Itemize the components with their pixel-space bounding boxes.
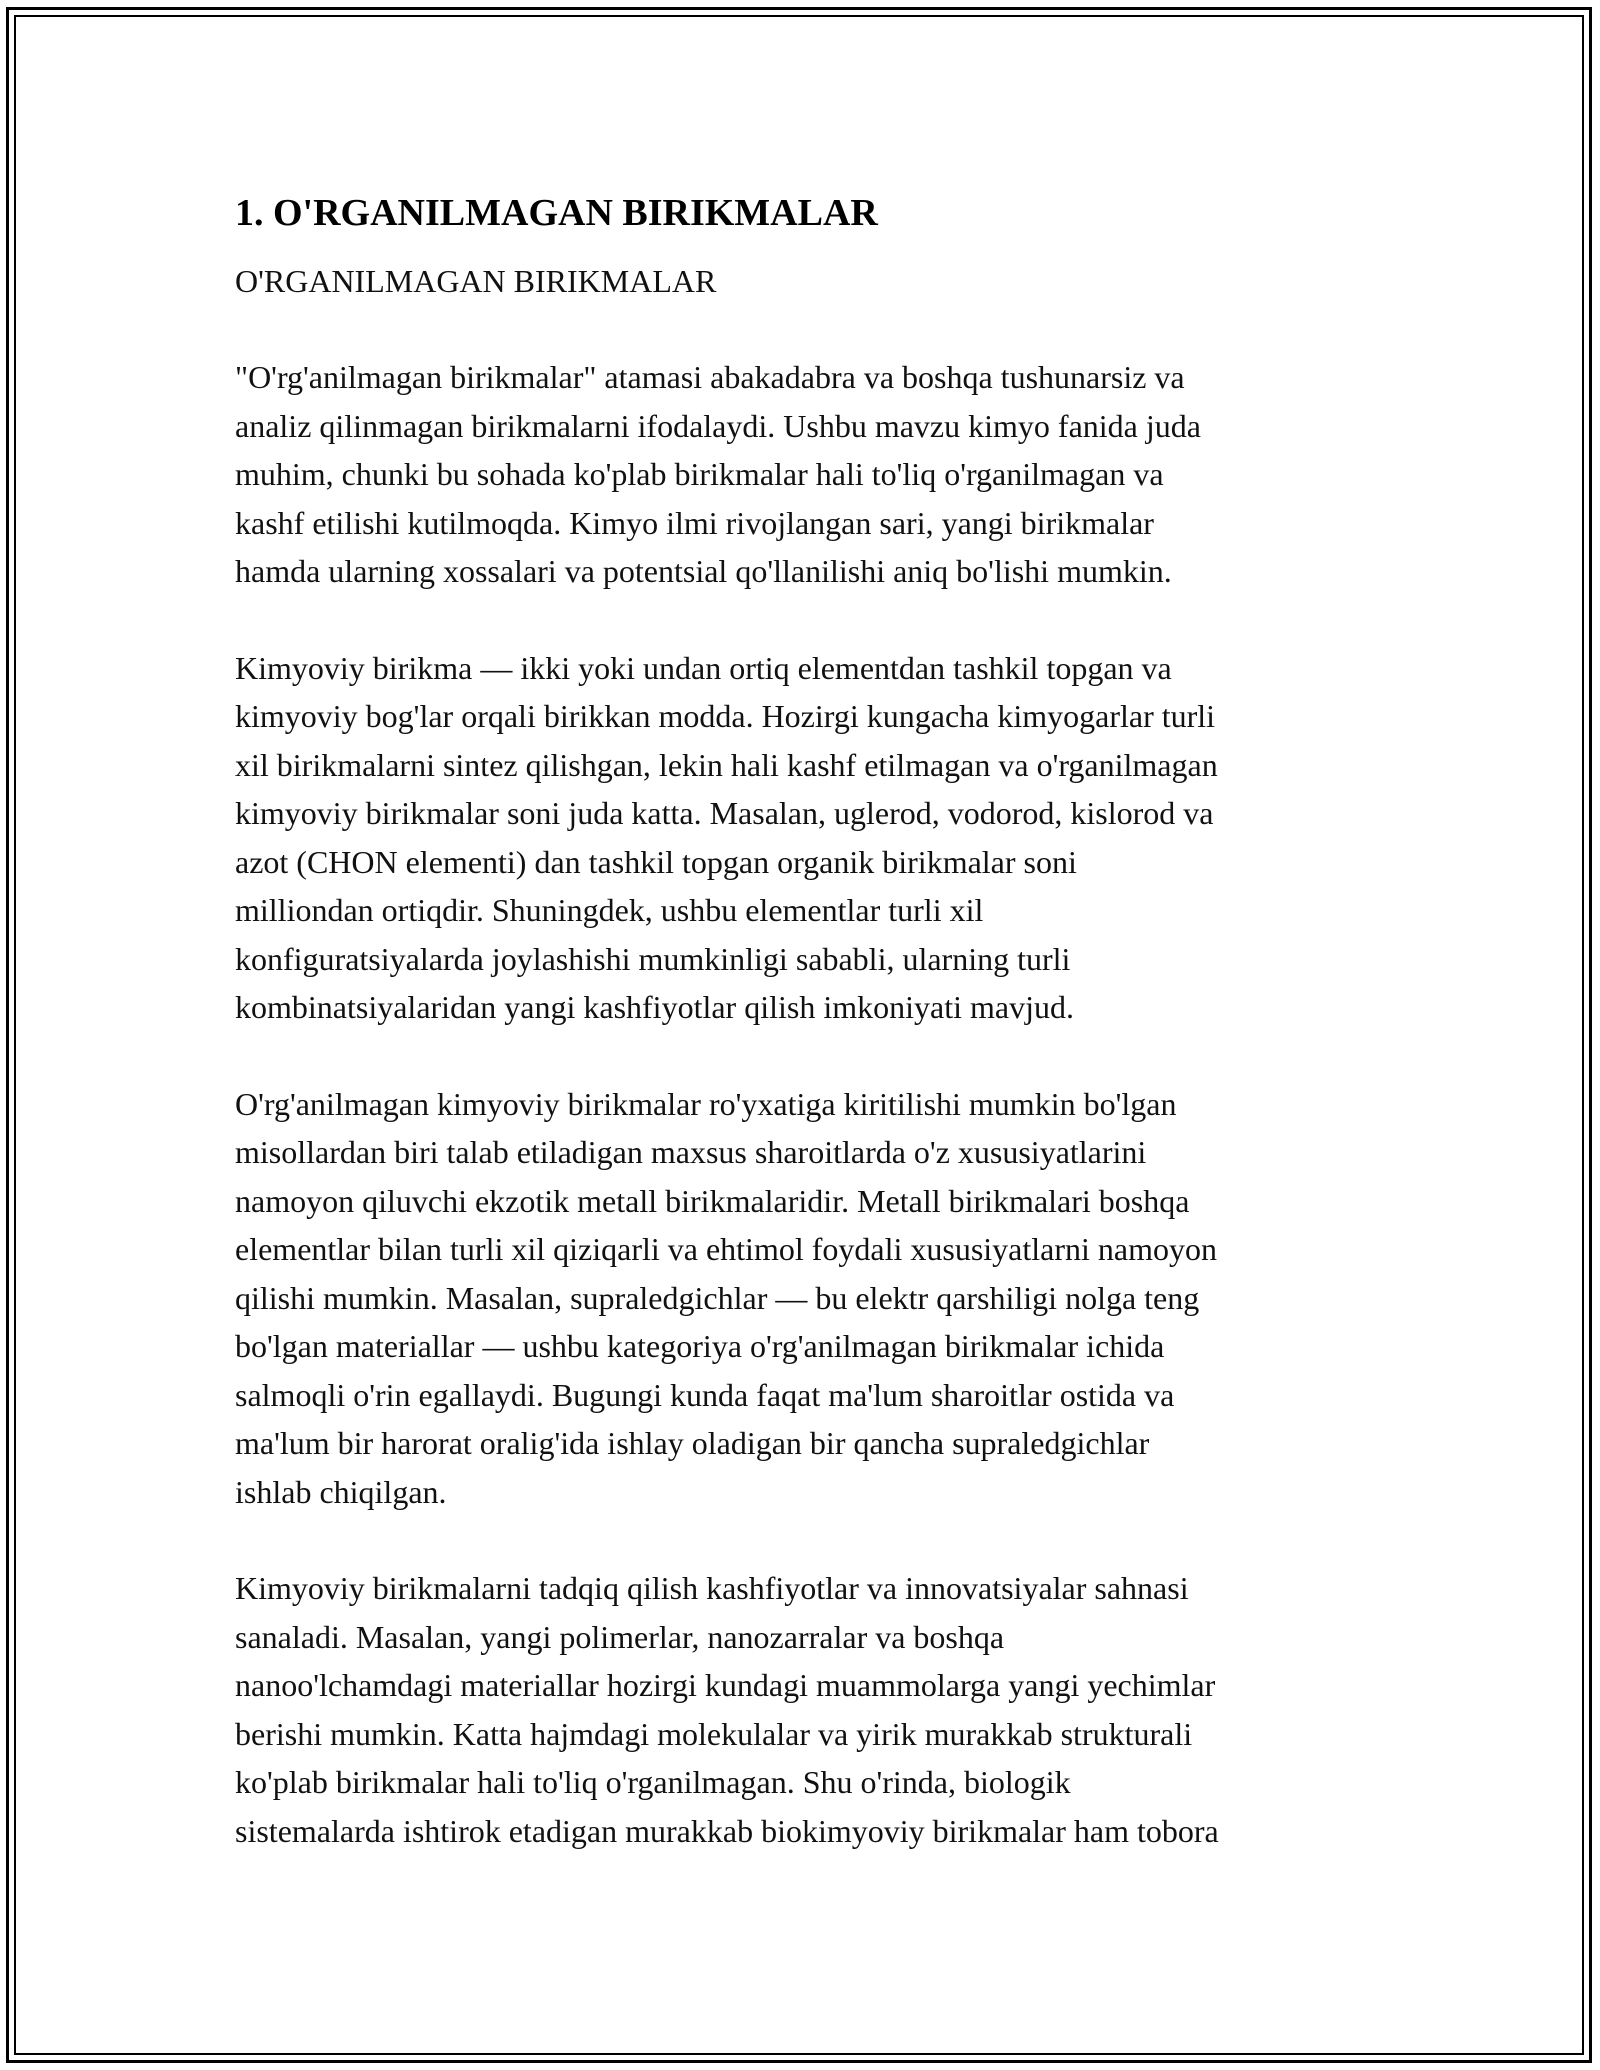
paragraph-line: elementlar bilan turli xil qiziqarli va ehtimol foydali xususiyatlarni namoyon <box>235 1231 1217 1267</box>
paragraph-line: Kimyoviy birikmalarni tadqiq qilish kashfiyotlar va innovatsiyalar sahnasi <box>235 1570 1189 1606</box>
paragraph-line: "O'rg'anilmagan birikmalar" atamasi abakadabra va boshqa tushunarsiz va <box>235 359 1185 395</box>
paragraph-line: salmoqli o'rin egallaydi. Bugungi kunda faqat ma'lum sharoitlar ostida va <box>235 1376 1175 1413</box>
paragraph-4 <box>235 1564 1385 1855</box>
paragraph-line: kimyoviy birikmalar soni juda katta. Masalan, uglerod, vodorod, kislorod va <box>235 795 1214 831</box>
paragraph-line: azot (CHON elementi) dan tashkil topgan organik birikmalar soni <box>235 843 1077 880</box>
paragraph-line: muhim, chunki bu sohada ko'plab birikmalar hali to'liq o'rganilmagan va <box>235 456 1164 492</box>
paragraph-line: xil birikmalarni sintez qilishgan, lekin hali kashf etilmagan va o'rganilmagan <box>235 746 1218 783</box>
paragraph-line: Kimyoviy birikma — ikki yoki undan ortiq elementdan tashkil topgan va <box>235 649 1172 686</box>
document-body <box>235 187 1385 1855</box>
section-subtitle: O'RGANILMAGAN BIRIKMALAR <box>235 263 717 299</box>
paragraph-line: kombinatsiyalaridan yangi kashfiyotlar qilish imkoniyati mavjud. <box>235 989 1074 1025</box>
paragraph-line: bo'lgan materiallar — ushbu kategoriya o'rg'anilmagan birikmalar ichida <box>235 1328 1165 1364</box>
paragraph-line: kimyoviy bog'lar orqali birikkan modda. Hozirgi kungacha kimyogarlar turli <box>235 698 1216 734</box>
paragraph-line: konfiguratsiyalarda joylashishi mumkinligi sababli, ularning turli <box>235 940 1071 977</box>
paragraph-line: namoyon qiluvchi ekzotik metall birikmalaridir. Metall birikmalari boshqa <box>235 1182 1190 1219</box>
paragraph-line: nanoo'lchamdagi materiallar hozirgi kundagi muammolarga yangi yechimlar <box>235 1667 1216 1703</box>
paragraph-2 <box>235 644 1385 1032</box>
paragraph-line: misollardan biri talab etiladigan maxsus sharoitlarda o'z xususiyatlarini <box>235 1134 1147 1170</box>
paragraph-line: ko'plab birikmalar hali to'liq o'rganilmagan. Shu o'rinda, biologik <box>235 1764 1071 1800</box>
paragraph-3 <box>235 1080 1385 1517</box>
page-heading: 1. O'RGANILMAGAN BIRIKMALAR <box>235 192 878 234</box>
paragraph-line: sanaladi. Masalan, yangi polimerlar, nanozarralar va boshqa <box>235 1618 1005 1655</box>
paragraph-line: kashf etilishi kutilmoqda. Kimyo ilmi rivojlangan sari, yangi birikmalar <box>235 504 1154 541</box>
paragraph-1 <box>235 353 1385 596</box>
paragraph-line: qilishi mumkin. Masalan, supraledgichlar — bu elektr qarshiligi nolga teng <box>235 1279 1200 1316</box>
paragraph-line: hamda ularning xossalari va potentsial qo'llanilishi aniq bo'lishi mumkin. <box>235 553 1172 589</box>
paragraph-line: ishlab chiqilgan. <box>235 1473 447 1510</box>
paragraph-line: ma'lum bir harorat oralig'ida ishlay oladigan bir qancha supraledgichlar <box>235 1425 1150 1461</box>
paragraph-line: analiz qilinmagan birikmalarni ifodalaydi. Ushbu mavzu kimyo fanida juda <box>235 407 1201 444</box>
paragraph-line: berishi mumkin. Katta hajmdagi molekulalar va yirik murakkab strukturali <box>235 1715 1193 1752</box>
paragraph-line: sistemalarda ishtirok etadigan murakkab biokimyoviy birikmalar ham tobora <box>235 1812 1219 1849</box>
paragraph-line: O'rg'anilmagan kimyoviy birikmalar ro'yxatiga kiritilishi mumkin bo'lgan <box>235 1085 1177 1122</box>
paragraph-line: milliondan ortiqdir. Shuningdek, ushbu elementlar turli xil <box>235 892 984 928</box>
